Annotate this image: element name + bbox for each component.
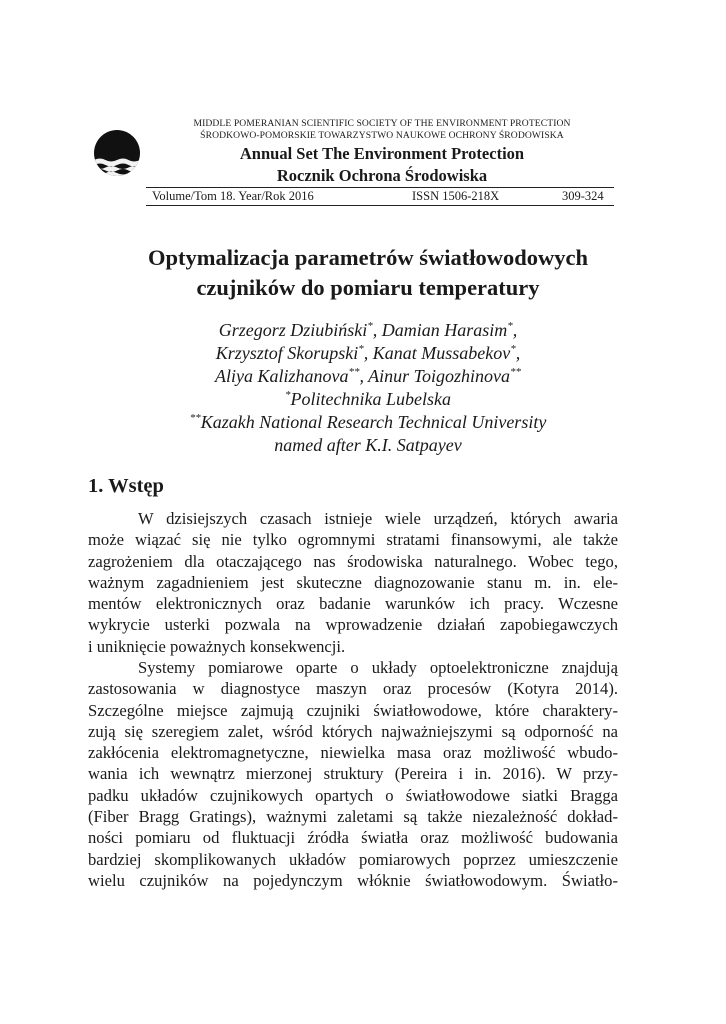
author-name: Grzegorz Dziubiński: [218, 320, 368, 340]
text-line: może wiązać się nie tylko ogromnymi stratami finansowymi, ale także: [88, 530, 618, 550]
text-line: padku układów czujnikowych opartych o światłowodowe siatki Bragga: [88, 785, 618, 805]
text-line: ważnym zagadnieniem jest skuteczne diagnozowanie stanu m. in. ele-: [88, 572, 618, 592]
text-line: Systemy pomiarowe oparte o układy optoelektroniczne znajdują: [138, 658, 618, 677]
page-range: 309-324: [562, 189, 604, 203]
paragraph-2: [88, 657, 618, 891]
authors-line-1: [88, 319, 648, 341]
header-rule-bottom: [146, 205, 614, 206]
affiliation-1: [88, 388, 648, 410]
authors-line-2: [88, 342, 648, 364]
authors-line-3: [88, 365, 648, 387]
author-separator: ,: [363, 343, 373, 363]
author-separator: ,: [359, 366, 369, 386]
author-name: Damian Harasim: [381, 320, 508, 340]
paragraph-1: [88, 508, 618, 657]
affiliation-mark: *: [510, 343, 516, 355]
text-line: ności pomiaru od fluktuacji źródła światła oraz możliwość budowania: [88, 828, 618, 848]
text-line: zagrożeniem dla otaczającego nas środowiska naturalnego. Wobec tego,: [88, 551, 618, 571]
journal-title-en: Annual Set The Environment Protection: [239, 144, 525, 163]
affiliation-mark: *: [285, 389, 291, 401]
affiliation-mark: **: [510, 366, 522, 378]
affiliation-mark: *: [358, 343, 364, 355]
text-line: zują się szeregiem zalet, wśród których najważniejszymi są odporność na: [88, 721, 618, 741]
author-separator: ,: [372, 320, 382, 340]
text-line: (Fiber Bragg Gratings), ważnymi zaletami są także niezależność dokład-: [88, 807, 618, 827]
text-line: mentów elektronicznych oraz badanie warunków ich pracy. Wczesne: [88, 594, 618, 614]
text-line: bardziej skomplikowanych układów pomiarowych poprzez umieszczenie: [88, 849, 618, 869]
text-line: wykrycie usterki pozwala na wprowadzenie działań zapobiegawczych: [88, 615, 618, 635]
affiliation-2-line-2: named after K.I. Satpayev: [274, 435, 462, 455]
affiliation-mark: **: [348, 366, 360, 378]
article-title-line-1: Optymalizacja parametrów światłowodowych: [148, 245, 588, 270]
issn: ISSN 1506-218X: [412, 189, 500, 203]
affiliation-name: Kazakh National Research Technical University: [200, 412, 547, 432]
text-line: wielu czujników na pojedynczym włóknie światłowodowym. Światło-: [88, 870, 618, 890]
author-name: Krzysztof Skorupski: [215, 343, 359, 363]
text-line: wania ich wewnątrz mierzonej struktury (Pereira i in. 2016). W przy-: [88, 764, 618, 784]
affiliation-name: Politechnika Lubelska: [290, 389, 451, 409]
header-rule-top: [146, 187, 614, 188]
society-name-pl: ŚRODKOWO-POMORSKIE TOWARZYSTWO NAUKOWE OCHRONY ŚRODOWISKA: [200, 130, 564, 141]
text-line: W dzisiejszych czasach istnieje wiele urządzeń, których awaria: [138, 509, 618, 528]
article-title-line-2: czujników do pomiaru temperatury: [196, 275, 540, 300]
author-name: Kanat Mussabekov: [372, 343, 511, 363]
society-logo-icon: [94, 130, 140, 176]
author-separator: ,: [515, 343, 521, 363]
author-name: Ainur Toigozhinova: [368, 366, 511, 386]
text-line: i uniknięcie poważnych konsekwencji.: [88, 636, 346, 656]
author-separator: ,: [512, 320, 518, 340]
text-line: Szczególne miejsce zajmują czujniki światłowodowe, które charaktery-: [88, 700, 618, 720]
affiliation-mark: *: [367, 320, 373, 332]
text-line: zastosowania w diagnostyce maszyn oraz procesów (Kotyra 2014).: [88, 679, 618, 699]
affiliation-mark: *: [507, 320, 513, 332]
affiliation-2: [88, 411, 648, 433]
section-heading: 1. Wstęp: [88, 475, 164, 497]
volume-info: Volume/Tom 18. Year/Rok 2016: [152, 189, 314, 203]
text-line: zakłócenia elektromagnetyczne, niewielka masa oraz możliwość wbudo-: [88, 743, 618, 763]
journal-title-pl: Rocznik Ochrona Środowiska: [276, 166, 488, 185]
society-name-en: MIDDLE POMERANIAN SCIENTIFIC SOCIETY OF THE ENVIRONMENT PROTECTION: [193, 118, 571, 129]
affiliation-mark: **: [189, 412, 201, 424]
author-name: Aliya Kalizhanova: [214, 366, 349, 386]
